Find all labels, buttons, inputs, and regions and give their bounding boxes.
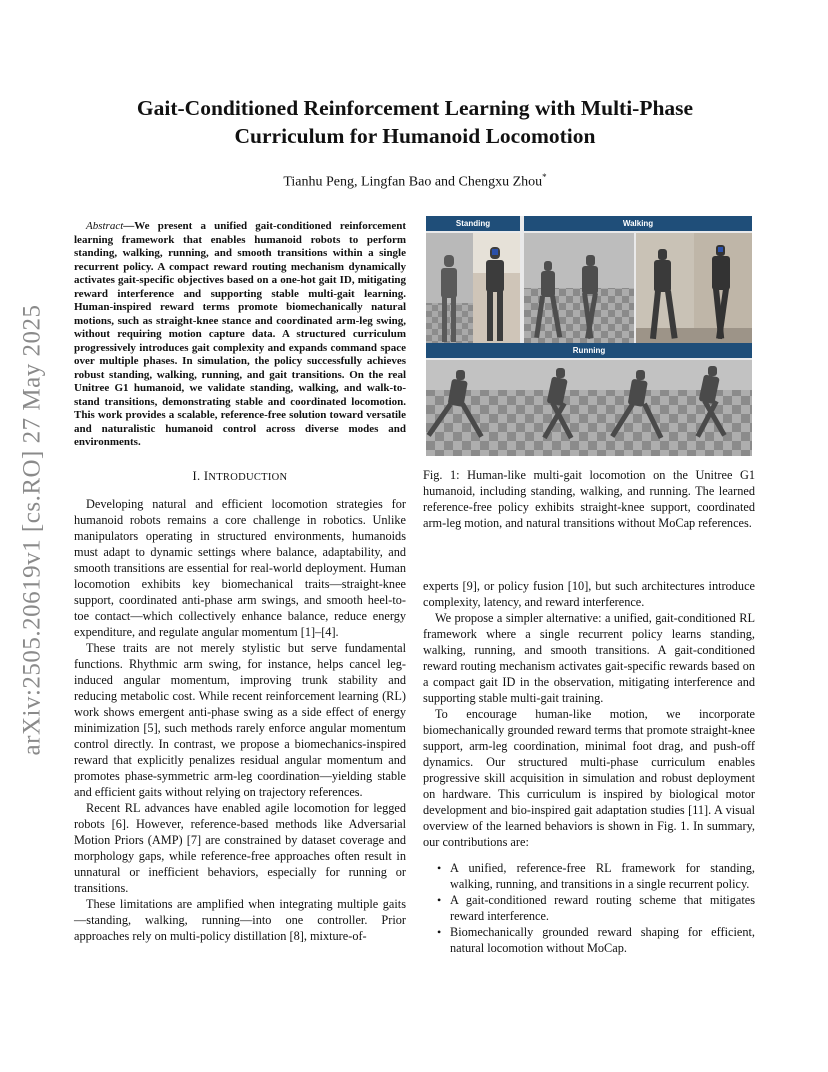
right-column-text [423,578,755,956]
contribution-item: • A unified, reference-free RL framework for standing, walking, running, and transitions in a single recurrent policy. [437,861,755,891]
abstract [74,220,406,450]
right-paragraph-1: experts [9], or policy fusion [10], but such architectures introduce complexity, latency, and reward interference. [423,579,755,609]
authors-line [90,172,740,191]
photo-running [426,360,752,456]
arxiv-identifier: arXiv:2505.20619v1 [cs.RO] 27 May 2025 [18,304,45,756]
title-line-2: Curriculum for Humanoid Locomotion [234,124,596,148]
authors-footnote-mark: * [542,172,547,182]
intro-paragraph-1: Developing natural and efficient locomotion strategies for humanoid robots remains a core challenge in robotics. Unlike manipulators operating in structured environments, humanoids must adapt to dynamic settings where balance, adaptability, and smooth transitions are essential for real-world deployment. Human locomotion exhibits key biomechanical traits—straight-knee support, coordinated anti-phase arm swings, and smooth heel-to-toe contact—which collectively enhance balance, reduce energy expenditure, and regulate angular momentum [1]–[4]. [74,496,406,639]
intro-paragraph-3: Recent RL advances have enabled agile locomotion for legged robots [6]. However, reference-based methods like Adversarial Motion Priors (AMP) [7] are constrained by dataset coverage and morphology gaps, while reference-free approaches often result in unnatural or inefficient behaviors, especially for running or transitions. [74,800,406,895]
bullet-dot: • [437,861,442,875]
abstract-body: —We present a unified gait-conditioned reinforcement learning framework that enables humanoid robots to perform standing, walking, running, and smooth transitions within a single recurrent policy. A compact reward routing mechanism dynamically activates gait-specific objectives based on a one-hot gait ID, mitigating reward interference and supporting stable multi-gait learning. Human-inspired reward terms promote biomechanically natural motions, such as straight-knee stance and coordinated arm-leg swing, without requiring motion capture data. A structured curriculum progressively introduces gait complexity and expands command space over multiple phases. In simulation, the policy successfully achieves robust standing, walking, running, and gait transitions. On the real Unitree G1 humanoid, we validate standing, walking, and walk-to-stand transitions, demonstrating stable and coordinated locomotion. This work provides a scalable, reference-free solution toward versatile and naturalistic humanoid control across diverse modes and environments. [74,220,406,448]
bullet-dot: • [437,925,442,939]
intro-paragraph-4: These limitations are amplified when integrating multiple gaits—standing, walking, running—into one controller. Prior approaches rely on multi-policy distillation [8], mixture-of- [74,896,406,943]
right-paragraph-2: We propose a simpler alternative: a unified, gait-conditioned RL framework where a single recurrent policy learns standing, walking, running, and smooth transitions. A gait-conditioned reward routing mechanism activates gait-specific rewards based on a compact gait ID in the observation, mitigating interference and supporting stable multi-gait training. [423,611,755,705]
authors-names: Tianhu Peng, Lingfan Bao and Chengxu Zhou [283,174,543,190]
contributions-list [423,860,755,956]
figure-1 [426,216,752,456]
paper-title [90,94,740,150]
right-paragraph-3: To encourage human-like motion, we incorporate biomechanically grounded reward terms that promote straight-knee support, arm-leg coordination, minimal foot drag, and push-off dynamics. Our structured multi-phase curriculum enables progressive skill acquisition in simulation and robust deployment on hardware. This curriculum is inspired by biological motor development and bio-inspired gait adaptation studies [11]. A visual overview of the learned behaviors is shown in Fig. 1. In summary, our contributions are: [423,707,755,849]
figure-label-running: Running [426,343,752,358]
abstract-label: Abstract [86,220,124,232]
section-heading-text: NTRODUCTION [208,471,288,483]
left-column [74,220,406,944]
section-heading-introduction [74,469,406,484]
figure-1-caption: Fig. 1: Human-like multi-gait locomotion on the Unitree G1 humanoid, including standing, walking, and running. The learned reference-free policy exhibits straight-knee support, coordinated arm-leg motion, and natural transitions without MoCap references. [423,468,755,530]
photo-standing [426,233,520,357]
title-line-1: Gait-Conditioned Reinforcement Learning with Multi-Phase [136,96,694,120]
contribution-item: • Biomechanically grounded reward shaping for efficient, natural locomotion without MoCap. [437,925,755,955]
contribution-item: • A gait-conditioned reward routing scheme that mitigates reward interference. [437,893,755,923]
bullet-dot: • [437,893,442,907]
intro-paragraph-2: These traits are not merely stylistic but serve fundamental functions. Rhythmic arm swing, for instance, helps cancel leg-induced angular momentum, improving trunk stability and reducing metabolic cost. While recent reinforcement learning (RL) work shows emergent anti-phase swing as a side effect of energy minimization [5], such methods rarely enforce angular momentum control directly. In contrast, we propose a biomechanics-inspired reward that explicitly penalizes residual angular momentum and promotes phase-symmetric arm-leg coordination—yielding stable and efficient gaits without relying on trajectory references. [74,640,406,799]
figure-label-walking: Walking [524,216,752,231]
photo-walking-real [636,233,752,357]
figure-label-standing: Standing [426,216,520,231]
photo-walking-sim [524,233,634,357]
section-heading-number: I. I [192,468,209,483]
arxiv-side-stamp [10,295,54,765]
right-column-top [423,216,755,531]
